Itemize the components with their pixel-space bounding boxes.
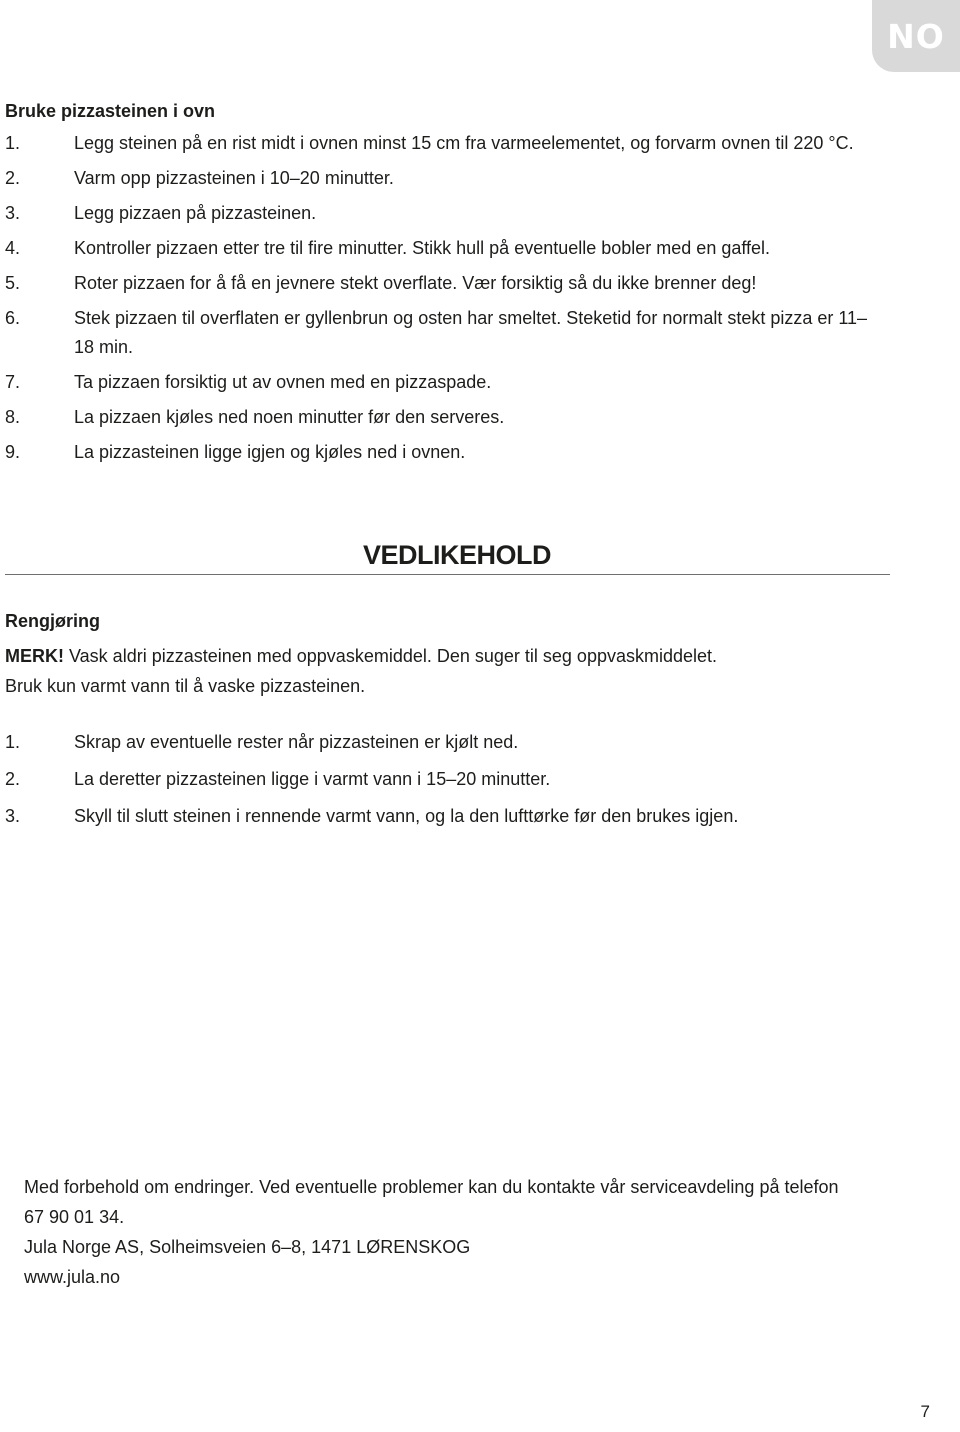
cleaning-steps-list — [5, 728, 885, 839]
list-item — [5, 234, 885, 263]
step-number: 3. — [5, 203, 21, 223]
list-item — [5, 164, 885, 193]
section-heading-using-stone: Bruke pizzasteinen i ovn — [5, 101, 216, 121]
step-text: Skrap av eventuelle rester når pizzasteinen er kjølt ned. — [74, 732, 519, 752]
note-text-2: Bruk kun varmt vann til å vaske pizzasteinen. — [5, 676, 366, 696]
step-text: Varm opp pizzasteinen i 10–20 minutter. — [74, 168, 394, 188]
step-number: 9. — [5, 442, 21, 462]
footer-phone: 67 90 01 34. — [24, 1207, 125, 1227]
step-text: Roter pizzaen for å få en jevnere stekt overflate. Vær forsiktig så du ikke brenner deg! — [74, 273, 757, 293]
language-code: NO — [887, 16, 945, 56]
section-title-maintenance — [5, 540, 890, 575]
note-label: MERK! — [5, 646, 64, 666]
list-item — [5, 199, 885, 228]
list-item — [5, 403, 885, 432]
step-text: La deretter pizzasteinen ligge i varmt vann i 15–20 minutter. — [74, 769, 551, 789]
list-item — [5, 728, 885, 757]
step-number: 3. — [5, 806, 21, 826]
step-number: 2. — [5, 168, 21, 188]
list-item — [5, 765, 885, 794]
step-text: Stek pizzaen til overflaten er gyllenbrun og osten har smeltet. Steketid for normalt stekt pizza er 11–18 min. — [74, 308, 868, 357]
section-title-text: VEDLIKEHOLD — [363, 540, 552, 570]
list-item — [5, 129, 885, 158]
step-number: 5. — [5, 273, 21, 293]
step-text: Skyll til slutt steinen i rennende varmt vann, og la den lufttørke før den brukes igjen. — [74, 806, 739, 826]
language-tab — [872, 0, 960, 72]
step-text: Legg steinen på en rist midt i ovnen minst 15 cm fra varmeelementet, og forvarm ovnen til 220 °C. — [74, 133, 854, 153]
step-text: Legg pizzaen på pizzasteinen. — [74, 203, 317, 223]
step-number: 7. — [5, 372, 21, 392]
subheading-cleaning: Rengjøring — [5, 611, 100, 631]
usage-steps-list — [5, 129, 885, 473]
list-item — [5, 269, 885, 298]
step-text: La pizzaen kjøles ned noen minutter før den serveres. — [74, 407, 505, 427]
list-item — [5, 368, 885, 397]
list-item — [5, 438, 885, 467]
note-text: Vask aldri pizzasteinen med oppvaskemiddel. Den suger til seg oppvaskmiddelet. — [64, 646, 718, 666]
step-number: 8. — [5, 407, 21, 427]
step-number: 1. — [5, 133, 21, 153]
step-text: Ta pizzaen forsiktig ut av ovnen med en pizzaspade. — [74, 372, 492, 392]
step-number: 2. — [5, 769, 21, 789]
footer-website: www.jula.no — [24, 1267, 121, 1287]
step-number: 1. — [5, 732, 21, 752]
footer-disclaimer: Med forbehold om endringer. Ved eventuelle problemer kan du kontakte vår serviceavdeling på telefon — [24, 1177, 839, 1197]
step-text: La pizzasteinen ligge igjen og kjøles ned i ovnen. — [74, 442, 466, 462]
list-item — [5, 304, 885, 362]
cleaning-note — [5, 641, 885, 701]
list-item — [5, 802, 885, 831]
page-number: 7 — [920, 1402, 930, 1421]
step-number: 6. — [5, 308, 21, 328]
step-number: 4. — [5, 238, 21, 258]
step-text: Kontroller pizzaen etter tre til fire minutter. Stikk hull på eventuelle bobler med en gaffel. — [74, 238, 771, 258]
footer-address: Jula Norge AS, Solheimsveien 6–8, 1471 LØRENSKOG — [24, 1237, 471, 1257]
footer-contact — [24, 1172, 904, 1292]
